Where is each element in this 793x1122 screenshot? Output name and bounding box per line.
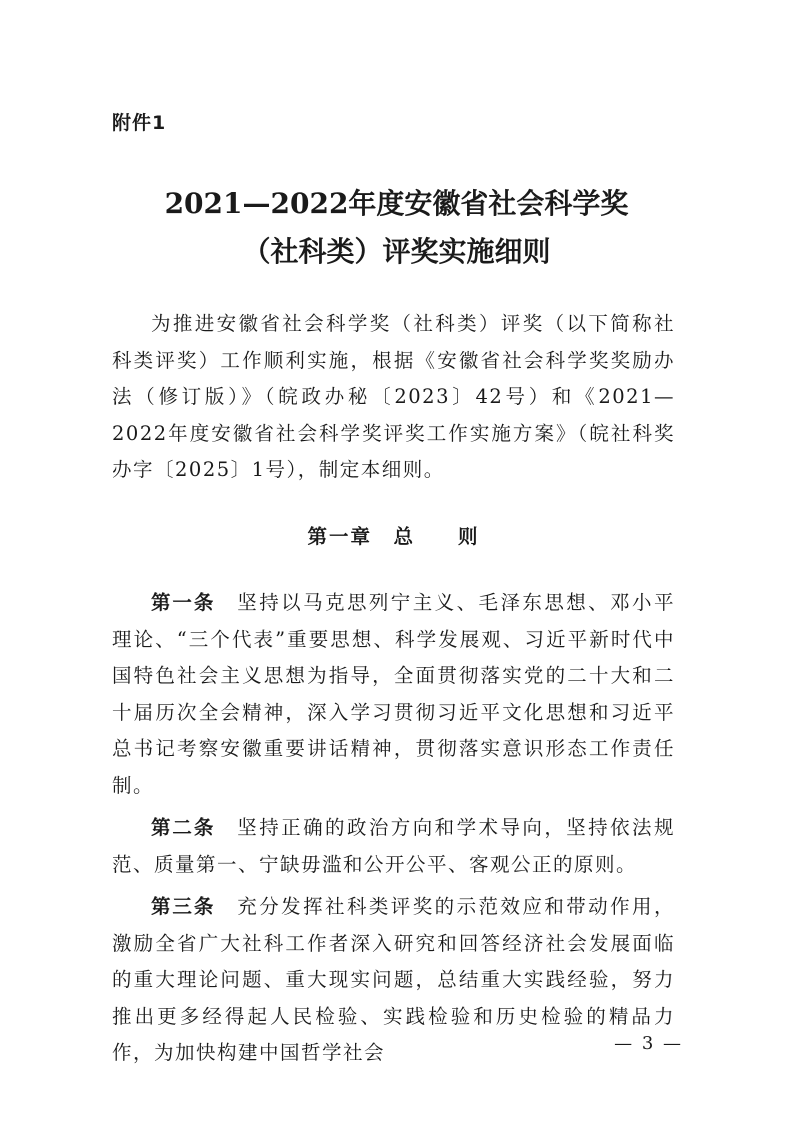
article-3-head: 第三条	[151, 895, 216, 918]
attachment-label: 附件1	[112, 112, 167, 134]
article-1	[112, 585, 675, 804]
article-2-head: 第二条	[151, 816, 216, 839]
article-3	[112, 889, 675, 1072]
document-title	[0, 180, 793, 276]
title-line-1: 2021—2022年度安徽省社会科学奖	[164, 187, 629, 220]
page-number: — 3 —	[614, 1033, 683, 1054]
intro-paragraph: 为推进安徽省社会科学奖（社科类）评奖（以下简称社科类评奖）工作顺利实施，根据《安徽省社会科学奖奖励办法（修订版）》（皖政办秘〔2023〕42号）和《2021—2022年度安徽省社会科学奖评奖工作实施方案》（皖社科奖办字〔2025〕1号），制定本细则。	[112, 312, 675, 481]
chapter-heading: 第一章 总 则	[307, 524, 480, 548]
article-2	[112, 810, 675, 883]
title-line-2: （社科类）评奖实施细则	[242, 235, 551, 268]
document-body	[112, 306, 675, 1072]
article-2-text: 坚持正确的政治方向和学术导向，坚持依法规范、质量第一、宁缺毋滥和公开公平、客观公正的原则。	[112, 816, 675, 876]
article-1-text: 坚持以马克思列宁主义、毛泽东思想、邓小平理论、“三个代表”重要思想、科学发展观、习近平新时代中国特色社会主义思想为指导，全面贯彻落实党的二十大和二十届历次全会精神，深入学习贯彻习近平文化思想和习近平总书记考察安徽重要讲话精神，贯彻落实意识形态工作责任制。	[112, 591, 675, 797]
article-1-head: 第一条	[151, 591, 216, 614]
article-3-text: 充分发挥社科类评奖的示范效应和带动作用，激励全省广大社科工作者深入研究和回答经济社会发展面临的重大理论问题、重大现实问题，总结重大实践经验，努力推出更多经得起人民检验、实践检验和历史检验的精品力作，为加快构建中国哲学社会	[112, 895, 675, 1064]
